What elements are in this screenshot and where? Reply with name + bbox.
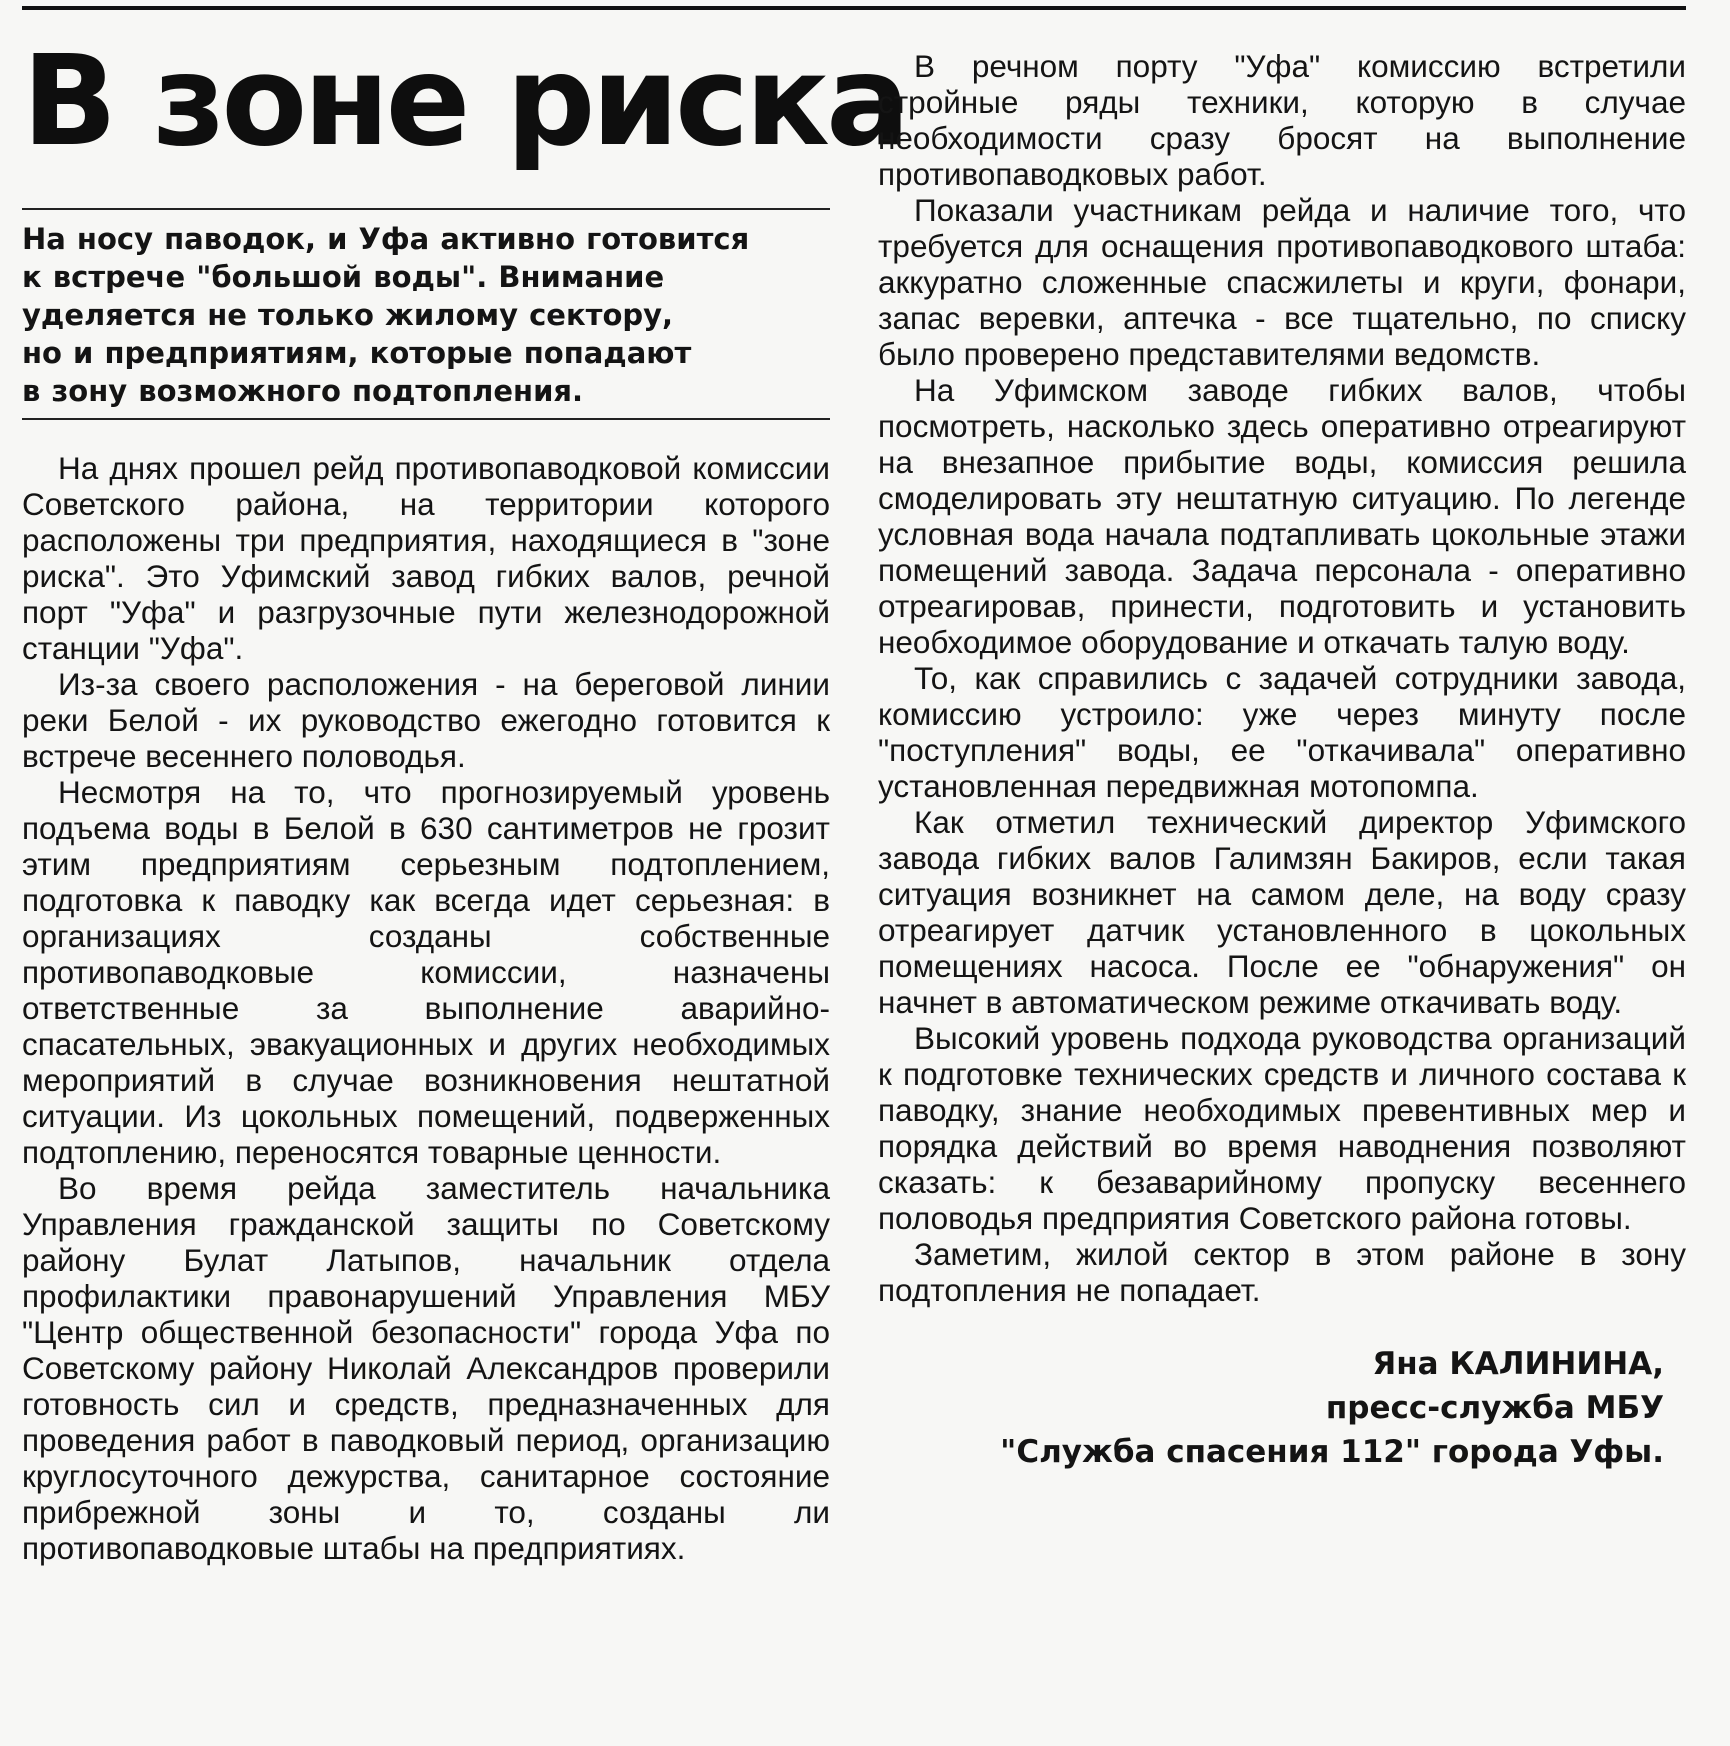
lead-line: На носу паводок, и Уфа активно готовится [22,222,750,256]
body-paragraph: На Уфимском заводе гибких валов, чтобы посмотреть, насколько здесь оперативно отреагируют на внезапное прибытие воды, комиссия решила смоделировать эту нештатную ситуацию. По легенде условная вода начала подтапливать цокольные этажи помещений завода. Задача персонала - оперативно отреагировав, принести, подготовить и установить необходимое оборудование и откачать талую воду. [878,372,1686,660]
top-rule [22,6,1686,10]
lead-line: в зону возможного подтопления. [22,374,584,408]
body-paragraph: Заметим, жилой сектор в этом районе в зону подтопления не попадает. [878,1236,1686,1308]
lead-line: уделяется не только жилому сектору, [22,298,674,332]
right-column [878,48,1686,1474]
lead-line: но и предприятиям, которые попадают [22,336,692,370]
signature [878,1342,1686,1474]
lead-bottom-rule [22,418,830,420]
signature-org: пресс-служба МБУ [1325,1390,1664,1426]
body-paragraph: Из-за своего расположения - на береговой линии реки Белой - их руководство ежегодно готовится к встрече весеннего половодья. [22,666,830,774]
signature-author: Яна КАЛИНИНА, [1372,1346,1664,1382]
body-paragraph: То, как справились с задачей сотрудники завода, комиссию устроило: уже через минуту после "поступления" воды, ее "откачивала" оперативно установленная передвижная мотопомпа. [878,660,1686,804]
headline: В зоне риска [22,29,907,174]
left-column [22,22,907,1566]
lead-top-rule [22,208,830,210]
body-paragraph: Несмотря на то, что прогнозируемый уровень подъема воды в Белой в 630 сантиметров не грозит этим предприятиям серьезным подтоплением, подготовка к паводку как всегда идет серьезная: в организациях созданы собственные противопаводковые комиссии, назначены ответственные за выполнение аварийно-спасательных, эвакуационных и других необходимых мероприятий в случае возникновения нештатной ситуации. Из цокольных помещений, подверженных подтоплению, переносятся товарные ценности. [22,774,830,1170]
body-paragraph: В речном порту "Уфа" комиссию встретили стройные ряды техники, которую в случае необходимости сразу бросят на выполнение противопаводковых работ. [878,48,1686,192]
body-paragraph: На днях прошел рейд противопаводковой комиссии Советского района, на территории которого расположены три предприятия, находящиеся в "зоне риска". Это Уфимский завод гибких валов, речной порт "Уфа" и разгрузочные пути железнодорожной станции "Уфа". [22,450,830,666]
body-paragraph: Как отметил технический директор Уфимского завода гибких валов Галимзян Бакиров, если такая ситуация возникнет на самом деле, на воду сразу отреагирует датчик установленного в цокольных помещениях насоса. После ее "обнаружения" он начнет в автоматическом режиме откачивать воду. [878,804,1686,1020]
lead-paragraph [22,220,830,410]
body-paragraph: Во время рейда заместитель начальника Управления гражданской защиты по Советскому району Булат Латыпов, начальник отдела профилактики правонарушений Управления МБУ "Центр общественной безопасности" города Уфа по Советскому району Николай Александров проверили готовность сил и средств, предназначенных для проведения работ в паводковый период, организацию круглосуточного дежурства, санитарное состояние прибрежной зоны и то, созданы ли противопаводковые штабы на предприятиях. [22,1170,830,1566]
body-paragraph: Высокий уровень подхода руководства организаций к подготовке технических средств и личного состава к паводку, знание необходимых превентивных мер и порядка действий во время наводнения позволяют сказать: к безаварийному пропуску весеннего половодья предприятия Советского района готовы. [878,1020,1686,1236]
lead-line: к встрече "большой воды". Внимание [22,260,665,294]
signature-org-name: "Служба спасения 112" города Уфы. [1000,1434,1664,1470]
body-paragraph: Показали участникам рейда и наличие того, что требуется для оснащения противопаводкового штаба: аккуратно сложенные спасжилеты и круги, фонари, запас веревки, аптечка - все тщательно, по списку было проверено представителями ведомств. [878,192,1686,372]
